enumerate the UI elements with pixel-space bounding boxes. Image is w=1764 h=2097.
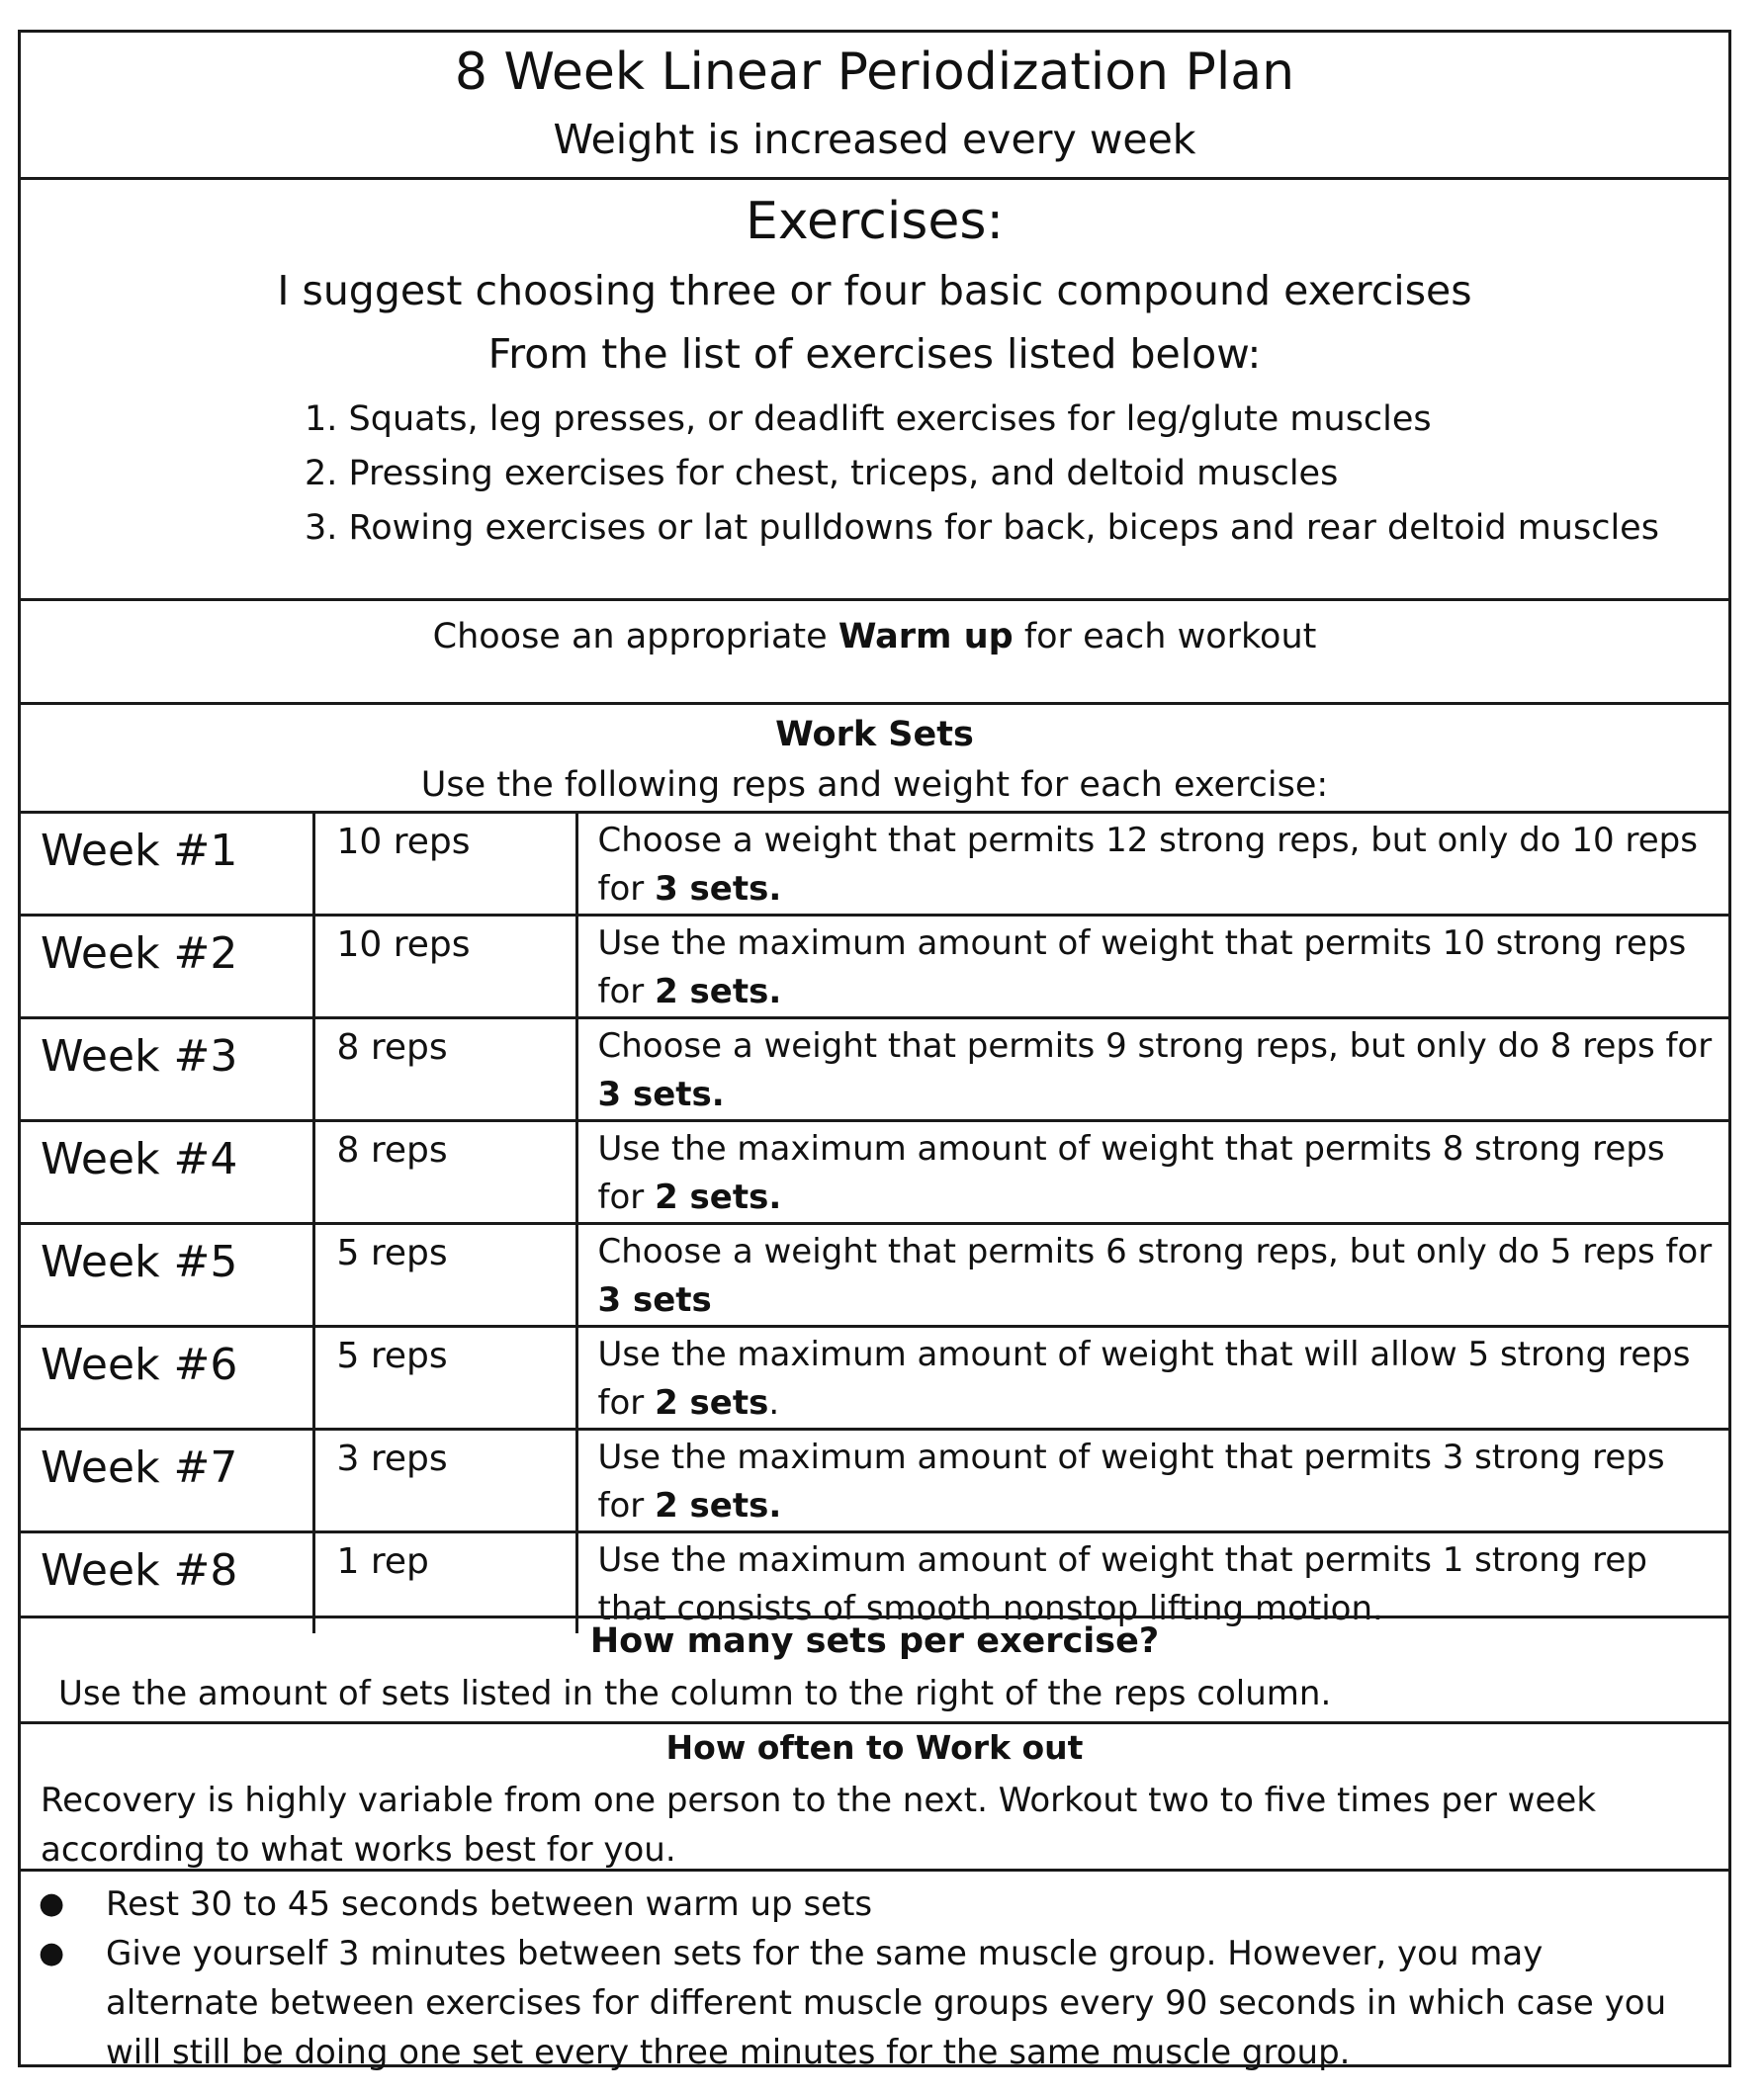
sets-per-exercise-heading: How many sets per exercise? bbox=[589, 1621, 1160, 1661]
week-label: Week #8 bbox=[21, 1532, 313, 1634]
page-subtitle: Weight is increased every week bbox=[553, 116, 1196, 163]
week-description bbox=[576, 813, 1728, 916]
week-description bbox=[576, 1121, 1728, 1224]
week-description-text: Choose a weight that permits 6 strong reps, but only do 5 reps for bbox=[597, 1232, 1713, 1271]
week-label: Week #2 bbox=[21, 916, 313, 1018]
table-row bbox=[21, 1224, 1728, 1327]
bullet-icon: ● bbox=[39, 1936, 65, 1970]
table-row bbox=[21, 1327, 1728, 1430]
week-description-text: Use the maximum amount of weight that permits 10 strong reps for bbox=[597, 923, 1687, 1011]
warmup-suffix: for each workout bbox=[1013, 617, 1317, 656]
week-sets: 2 sets. bbox=[655, 972, 782, 1011]
rest-bullets-section bbox=[21, 1869, 1728, 2070]
bullet-item bbox=[21, 1929, 1689, 2077]
exercises-list-intro: From the list of exercises listed below: bbox=[487, 330, 1262, 378]
week-description bbox=[576, 1018, 1728, 1121]
week-reps: 3 reps bbox=[313, 1430, 576, 1532]
table-row bbox=[21, 1018, 1728, 1121]
warmup-prefix: Choose an appropriate bbox=[432, 617, 838, 656]
weeks-table bbox=[21, 811, 1728, 1633]
bullet-icon: ● bbox=[39, 1886, 65, 1921]
week-reps: 8 reps bbox=[313, 1121, 576, 1224]
sets-per-exercise-section bbox=[21, 1616, 1728, 1721]
week-sets: 2 sets. bbox=[655, 1178, 782, 1217]
week-description bbox=[576, 1430, 1728, 1532]
week-reps: 1 rep bbox=[313, 1532, 576, 1634]
week-sets: 2 sets bbox=[655, 1383, 769, 1423]
title-block bbox=[21, 33, 1728, 177]
week-description-text: Use the maximum amount of weight that permits 8 strong reps for bbox=[597, 1129, 1665, 1217]
week-sets: 3 sets. bbox=[655, 869, 782, 909]
warmup-bold: Warm up bbox=[838, 617, 1014, 656]
warmup-text bbox=[21, 617, 1728, 656]
exercises-intro-line: I suggest choosing three or four basic compound exercises bbox=[277, 267, 1472, 314]
table-row bbox=[21, 1430, 1728, 1532]
week-label: Week #6 bbox=[21, 1327, 313, 1430]
exercise-item: 3. Rowing exercises or lat pulldowns for back, biceps and rear deltoid muscles bbox=[305, 508, 1659, 548]
week-reps: 5 reps bbox=[313, 1224, 576, 1327]
workout-frequency-section bbox=[21, 1721, 1728, 1869]
week-reps: 5 reps bbox=[313, 1327, 576, 1430]
work-sets-section bbox=[21, 702, 1728, 811]
week-description-text: Use the maximum amount of weight that will allow 5 strong reps for bbox=[597, 1335, 1691, 1423]
table-row bbox=[21, 1121, 1728, 1224]
table-row bbox=[21, 916, 1728, 1018]
warmup-section bbox=[21, 598, 1728, 702]
table-row bbox=[21, 813, 1728, 916]
week-description-text: Use the maximum amount of weight that permits 3 strong reps for bbox=[597, 1438, 1665, 1526]
workout-frequency-text: Recovery is highly variable from one person to the next. Workout two to five times per week according to what works best for you. bbox=[41, 1781, 1597, 1870]
week-sets: 3 sets. bbox=[597, 1075, 725, 1114]
exercise-item: 1. Squats, leg presses, or deadlift exercises for leg/glute muscles bbox=[305, 399, 1432, 439]
week-description bbox=[576, 1327, 1728, 1430]
week-reps: 10 reps bbox=[313, 813, 576, 916]
week-description-end: . bbox=[768, 1383, 780, 1423]
week-label: Week #4 bbox=[21, 1121, 313, 1224]
week-label: Week #7 bbox=[21, 1430, 313, 1532]
week-sets: 3 sets bbox=[597, 1280, 712, 1320]
work-sets-subheading: Use the following reps and weight for each exercise: bbox=[420, 765, 1329, 805]
week-description-text: Use the maximum amount of weight that permits 1 strong rep that consists of smooth nonstop lifting motion. bbox=[597, 1540, 1647, 1628]
bullet-text: Give yourself 3 minutes between sets for the same muscle group. However, you may alternate between exercises for different muscle groups every 90 seconds in which case you will still be doing one set every three minutes for the same muscle group. bbox=[106, 1934, 1667, 2072]
week-label: Week #3 bbox=[21, 1018, 313, 1121]
week-reps: 8 reps bbox=[313, 1018, 576, 1121]
page-title: 8 Week Linear Periodization Plan bbox=[454, 43, 1295, 102]
exercises-heading: Exercises: bbox=[746, 192, 1004, 251]
exercise-item: 2. Pressing exercises for chest, triceps, and deltoid muscles bbox=[305, 454, 1339, 493]
week-description bbox=[576, 1224, 1728, 1327]
week-description bbox=[576, 916, 1728, 1018]
week-sets: 2 sets. bbox=[655, 1486, 782, 1526]
week-description-text: Choose a weight that permits 12 strong reps, but only do 10 reps for bbox=[597, 821, 1698, 909]
bullet-item bbox=[21, 1879, 1689, 1929]
work-sets-heading: Work Sets bbox=[775, 715, 974, 754]
sets-per-exercise-text: Use the amount of sets listed in the column to the right of the reps column. bbox=[58, 1674, 1332, 1713]
week-description-text: Choose a weight that permits 9 strong reps, but only do 8 reps for bbox=[597, 1026, 1713, 1066]
week-label: Week #1 bbox=[21, 813, 313, 916]
bullet-text: Rest 30 to 45 seconds between warm up sets bbox=[106, 1884, 873, 1924]
exercises-section bbox=[21, 177, 1728, 598]
week-reps: 10 reps bbox=[313, 916, 576, 1018]
workout-frequency-heading: How often to Work out bbox=[665, 1728, 1084, 1767]
document-page bbox=[18, 30, 1731, 2072]
week-label: Week #5 bbox=[21, 1224, 313, 1327]
